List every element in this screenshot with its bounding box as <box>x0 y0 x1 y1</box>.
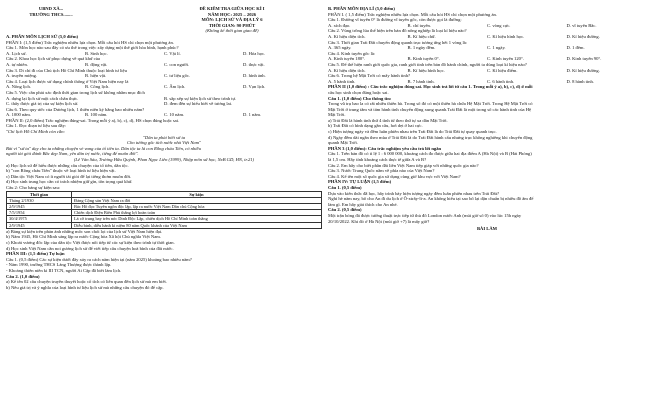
question-5-options <box>6 101 322 107</box>
statement-b: b) Năm 1945, Hồ Chí Minh sáng lập ra nước Cộng hòa Xã hội Chủ nghĩa Việt Nam. <box>6 234 161 240</box>
question-4: Câu 4. Loại lịch được sử dụng chính thống ở Việt Nam hiện nay là <box>6 78 129 84</box>
quote-line: "Dân ta phải biết sử ta <box>142 134 186 140</box>
option[interactable]: D. Hóa học. <box>243 50 266 56</box>
question-3-options <box>328 45 646 51</box>
question-5: Câu 5. Việc cần phải xác định thời gian trong lịch sử không nhằm mục đích <box>6 89 145 95</box>
statement-c: c) Khoát vương đốc lập của dân tộc Việt được nối tiếp từ các sự kiện theo trình tự thời gian. <box>6 240 175 245</box>
option[interactable]: C. Kí hiệu điểm. <box>487 67 518 73</box>
short-question-1-cont: là 1,5 cm. Hãy tính khoảng cách thực tế giữa A và B? <box>328 157 427 163</box>
question-1: Câu 1. Môn học nào sau đây có ưu thế trong việc xây dựng một thế giới hòa bình, hạnh phúc? <box>6 45 179 51</box>
option[interactable]: A. Lịch sử. <box>6 50 27 56</box>
exam-header <box>6 6 322 34</box>
part2-heading: PHẦN II: (2,0 điểm) Trắc nghiệm đúng-sai. Trong mỗi ý a), b), c), d), HS chọn đúng hoặc sai. <box>6 117 180 123</box>
option[interactable]: C. tư liệu gốc. <box>164 73 191 79</box>
table-row <box>7 222 322 228</box>
question-5: Câu 5. Để thể hiện ranh giới quốc gia, ranh giới tỉnh trên bản đồ hành chính, người ta dùng loại kí hiệu nào? <box>328 61 527 67</box>
short-question-4: Câu 4. Kể tên một số quốc gia sử dụng cùng giờ khu vực với Việt Nam? <box>328 173 461 179</box>
quote-source: (Lê Văn Sáu, Trương Hữu Quýnh, Phan Ngọc Liên (1999), Nhập môn sử học, NxB GD, HN, tr.21) <box>73 157 255 163</box>
events-table <box>6 191 322 229</box>
table-cell: Diễu binh, diễu hành kỉ niệm 80 năm Quốc khánh của Việt Nam <box>72 222 322 228</box>
option[interactable]: A. tự nhiên. <box>6 61 28 67</box>
essay-item: - Năm 1990, trường THCS Láng Thượng được thành lập. <box>6 262 112 268</box>
essay-question-1: Câu 1. (0,5 điểm) <box>328 185 362 190</box>
part4-heading: PHẦN IV: TỰ LUẬN (1,5 điểm) <box>328 179 392 185</box>
part3-heading: PHẦN 3 (1,0 điểm): Câu trắc nghiệm yêu cầu trả lời ngắn <box>328 145 442 151</box>
option[interactable]: B. Sinh học. <box>85 50 108 56</box>
quote-attribution: "Chỉ lịch Hồ Chí Minh còn cần: <box>6 129 66 135</box>
statement-d-cont: quanh Mặt Trời. <box>328 140 358 146</box>
table-cell: Tháng 2/1930 <box>7 197 72 203</box>
exam-year: NĂM HỌC: 2025 – 2026 <box>207 11 257 17</box>
option[interactable]: D. hình ảnh. <box>243 73 266 79</box>
option[interactable]: A. 5 hành tinh. <box>328 78 356 84</box>
statement-c: c) Dân tộc Việt Nam có ít người tài giỏi để lại tiếng thơm muôn đời. <box>6 173 132 179</box>
option[interactable]: C. Âm lịch. <box>164 84 186 90</box>
short-question-2: Câu 2. Em hãy cho biết phần đất liền Việt Nam tiếp giáp với những quốc gia nào? <box>328 162 479 168</box>
option[interactable]: A. 365 ngày. <box>328 45 352 51</box>
short-question-1: Câu 1. Trên bản đồ có tỉ lệ 1 : 6 000 000, khoảng cách đo được giữa hai địa điểm A (Hà Nội) và B (Hải Phòng) <box>328 151 532 157</box>
statement-b: b) Trái Đất có hình dạng gần cầu, hơi dẹt ở hai cực. <box>328 123 423 129</box>
table-intro: Câu 2: Cho bảng sự kiện sau: <box>6 185 61 190</box>
table-cell: Đảng Cộng sản Việt Nam ra đời <box>72 197 322 203</box>
option[interactable]: D. 8 hành tinh. <box>566 78 594 84</box>
question-1: Câu 1. Đường vĩ tuyến 0° là đường vĩ tuyến gốc, còn được gọi là đường: <box>328 17 462 23</box>
option[interactable]: D. đem đến sự hiểu biết về tương lai. <box>164 101 233 107</box>
question-3: Câu 3. Thời gian Trái Đất chuyển động quanh trục tương ứng hết 1 vòng là: <box>328 39 468 45</box>
option[interactable]: A. 1000 năm. <box>6 112 32 118</box>
table-cell: Chiến dịch Điện Biên Phủ thắng lợi hoàn toàn <box>72 210 322 216</box>
part1-heading: PHẦN I: (1,5 điểm) Trắc nghiệm nhiều lựa chọn. Mỗi câu hỏi HS chỉ chọn một phương án. <box>6 39 174 45</box>
essay-item: a) Kể tên 02 câu chuyện truyền thuyết hoặc cổ tích có liên quan đến lịch sử mà em biết. <box>6 279 167 285</box>
option[interactable]: B. sắp xếp sự kiện lịch sử theo trình tự. <box>164 95 237 101</box>
option[interactable]: A. Kinh tuyến 180°. <box>328 56 366 62</box>
info-text: Mặt Trời. <box>328 112 346 118</box>
info-text: Mặt Trời ở trung tâm và tám hành tinh chuyển động xung quanh.Trái Đất là một trong số các hành tinh của Hệ <box>328 106 532 112</box>
quote-line: Bài vì "sử ta" dạy cho ta những chuyện vẻ vang của tổ tiên ta. Dân tộc ta là con Rồng cháu Tiên, có nhiều <box>6 145 201 151</box>
option[interactable]: C. Vật lí. <box>164 50 181 56</box>
option[interactable]: B. động vật. <box>85 61 108 67</box>
essay-text: Nghỉ hè năm nay, bố cho An đi du lịch ở Ô-xtrây-li-a. An không hiểu tại sao bố lại dặn chuẩn bị nhiều đồ ấm để <box>328 196 534 202</box>
option[interactable]: B. 7 hành tinh. <box>407 78 435 84</box>
table-header: Sự kiện <box>72 191 322 197</box>
statement-a: a) Trái Đất là hành tinh thứ 4 tính từ theo thứ tự xa dần Mặt Trời. <box>328 117 448 123</box>
question-2-options <box>6 62 322 68</box>
exam-subject: MÔN: LỊCH SỬ VÀ ĐỊA LÝ 6 <box>201 17 263 23</box>
table-cell: 7/5/1954 <box>7 210 72 216</box>
essay-question-2: Câu 2. (0,5 điểm) <box>328 207 362 213</box>
option[interactable]: B. Công lịch. <box>85 84 110 90</box>
option[interactable]: C. 6 hành tinh. <box>487 78 515 84</box>
statement-a: a) Học lịch sử để hiểu được những câu chuyện của tổ tiên, dân tộc. <box>6 162 129 168</box>
answer-section-heading: BÀI LÀM <box>476 226 498 232</box>
statement-a: a) Bảng sự kiện trên phản ánh những mốc son chói lọi của lịch sử Việt Nam hiện đại. <box>6 228 163 234</box>
option[interactable]: A. Nông lịch. <box>6 84 32 90</box>
statement-b: b) "con Rồng cháu Tiên" thuộc về loại hình tư liệu hiện vật. <box>6 168 116 174</box>
school-district: UBND XÃ... <box>38 6 64 11</box>
statement-d: d) Học sinh trung học cần có trách nhiệm giữ gìn, tôn trọng quá khứ. <box>6 179 133 185</box>
statement-c: c) Hiện tượng ngày và đêm luân phiên nhau trên Trái Đất là do Trái Đất tự quay quanh trục. <box>328 129 497 135</box>
question-4: Câu 4. Kinh tuyến gốc là: <box>328 50 376 56</box>
essay-question-2: Câu 2. (1,0 điểm) <box>6 273 40 279</box>
part2-heading-cont: câu học sinh chọn đúng hoặc sai. <box>328 89 389 95</box>
exam-note: (Không kể thời gian giao đề) <box>205 28 259 34</box>
option[interactable]: C. con người. <box>164 61 190 67</box>
part1-heading: PHẦN I. ( 1,5 điểm) Trắc nghiệm nhiều lựa chọn. Mỗi câu hỏi HS chỉ chọn một phương án. <box>328 11 497 17</box>
short-question-3: Câu 3. Nước Trung Quốc nằm về phía nào của Việt Nam? <box>328 168 435 174</box>
table-cell: 2/9/1945 <box>7 204 72 210</box>
question-6: Câu 6. Theo quy ước của Dương lịch, 1 thiên niên kỷ bằng bao nhiêu năm? <box>6 106 145 112</box>
table-cell: Lá cờ trung bay trên nóc Dinh Độc Lập, chiến dịch Hồ Chí Minh toàn thắng <box>72 216 322 222</box>
option[interactable]: D. vĩ tuyến Bắc. <box>566 22 597 28</box>
part3-heading: PHẦN III: (1,5 điểm) Tự luận <box>6 251 65 257</box>
question-2: Câu 2. Vùng trồng lúa thể hiện trên bản đồ nông nghiệp là loại kí hiệu nào? <box>328 28 467 34</box>
essay-text: 20/10/2022. Khi đó ở Hà Nội (múi giờ +7) là mấy giờ? <box>328 218 430 224</box>
option[interactable]: A. xích đạo. <box>328 22 351 28</box>
essay-question-1: Câu 1. (0,5 điểm) Các sự kiện dưới đây xảy ra cách năm hiện tại (năm 2025) khoảng bao nhiêu năm? <box>6 256 192 262</box>
part2-heading: PHẦN II (1,0 điểm) : Câu trắc nghiệm đúng sai. Học sinh trả lời từ câu 1. Trong mỗi ý a), b), c), d) ở mỗi <box>328 84 533 90</box>
option[interactable]: D. Vạn lịch. <box>243 84 266 90</box>
option[interactable]: D. thực vật. <box>243 61 265 67</box>
option[interactable]: C. Kinh tuyến 120°. <box>487 56 524 62</box>
table-header: Thời gian <box>7 191 72 197</box>
part2-question-1: Câu 1. (1,0 điểm) Cho thông tin: <box>328 95 392 101</box>
quote-line: Cho tường gốc tích nước nhà Việt Nam" <box>127 140 201 146</box>
essay-text: Một trận bóng đá được tường thuật trực tiếp từ thủ đô London nước Anh (múi giờ số 0) vào lúc 15h ngày <box>328 212 522 218</box>
table-cell: 30/4/1975 <box>7 216 72 222</box>
quote-line: người tài giỏi đánh Bắc dẹp Nam, yên dân trị nước, tiếng để muôn đời". <box>6 151 139 157</box>
history-column <box>6 6 322 290</box>
essay-item: - Khoảng thiên niên kỉ III TCN, người Ai Cập đã biết làm lịch. <box>6 267 122 273</box>
option[interactable]: B. hiện vật. <box>85 73 107 79</box>
option[interactable]: B. Kinh tuyến 0°. <box>407 56 440 62</box>
option[interactable]: A. Kí hiệu diện tích. <box>328 67 366 73</box>
option[interactable]: A. dựng lại lịch sử một cách chân thực. <box>6 95 79 101</box>
statement-d: d) Học sinh Việt Nam cần noi gương lịch sử để viết tiếp câu chuyện hoà bình của đất nước. <box>6 245 174 251</box>
option[interactable]: C. Kí hiệu hình học. <box>487 33 525 39</box>
part2-intro: Câu 1. Đọc đoạn tư liệu sau đây: <box>6 123 67 129</box>
table-cell: 2/9/1945 <box>7 222 72 228</box>
geography-column <box>328 6 646 232</box>
option[interactable]: B. chí tuyến. <box>407 22 431 28</box>
table-cell: Bác Hồ đọc Tuyên ngôn độc lập, lập ra nước Việt Nam Dân chủ Cộng hòa <box>72 204 322 210</box>
essay-item: b) Nêu giá trị và ý nghĩa của loại hình tư liệu lịch sử mà những câu chuyện đó để cập. <box>6 284 164 290</box>
section-b-heading: B. PHÂN MÔN ĐỊA LÍ (5,0 điểm) <box>328 6 395 11</box>
option[interactable]: C. 1 ngày. <box>487 45 506 51</box>
option[interactable]: B. Kí hiệu chữ. <box>407 33 436 39</box>
option[interactable]: D. Kí hiệu đường. <box>566 33 600 39</box>
question-2-options <box>328 34 646 40</box>
option[interactable]: A. truyền miệng. <box>6 73 38 79</box>
option[interactable]: B. Kí hiệu hình học. <box>407 67 445 73</box>
option[interactable]: B. 100 năm. <box>85 112 108 118</box>
info-text: Trong vũ trụ bao la có rất nhiều thiên hà. Trong số đó có một thiên hà chứa Hệ Mặt Trời. Trong Hệ Mặt Trời có <box>328 101 533 107</box>
question-2: Câu 2. Khoa học lịch sử phục dựng về quá khứ của <box>6 56 100 62</box>
exam-title: ĐỀ KIỂM TRA GIỮA HỌC KÌ I <box>199 6 265 11</box>
option[interactable]: C. 10 năm. <box>164 112 185 118</box>
question-6: Câu 6. Trong hệ Mặt Trời có mấy hành tinh? <box>328 73 411 79</box>
essay-text: Dựa vào kiến thức đã học, hãy trình bày hiện tượng ngày đêm luân phiên nhau trên Trái Đất? <box>328 190 500 196</box>
question-3: Câu 3. Di chỉ đi của Chủ tịch Hồ Chí Minh thuộc loại hình tư liệu <box>6 67 127 73</box>
option[interactable]: B. 1 ngày đêm. <box>407 45 436 51</box>
school-name: TRƯỜNG THCS........ <box>29 11 73 17</box>
option[interactable]: C. vòng cực. <box>487 22 511 28</box>
option[interactable]: A. Kí hiệu diện tích. <box>328 33 366 39</box>
option[interactable]: D. Kinh tuyến 90°. <box>566 56 602 62</box>
option[interactable]: D. 1 đêm. <box>566 45 585 51</box>
option[interactable]: D. Kí hiệu đường. <box>566 67 600 73</box>
essay-text: làm gì. Em hãy giải thích cho An nhé. <box>328 201 398 207</box>
section-a-heading: A. PHÂN MÔN LỊCH SỬ (5,0 điểm) <box>6 33 79 39</box>
option[interactable]: D. 1 năm. <box>243 112 262 118</box>
question-3-options <box>6 73 322 79</box>
exam-time: THỜI GIAN: 90 PHÚT <box>208 22 256 28</box>
option[interactable]: C. thấy được giá trị của sự kiện lịch sử. <box>6 101 79 107</box>
statement-d: d) Ngày đêm dài ngắn theo mùa ở Trái Đất là do Trái Đất hành cẩu nhưng trục không nghiêng khi chuyển động <box>328 134 533 140</box>
